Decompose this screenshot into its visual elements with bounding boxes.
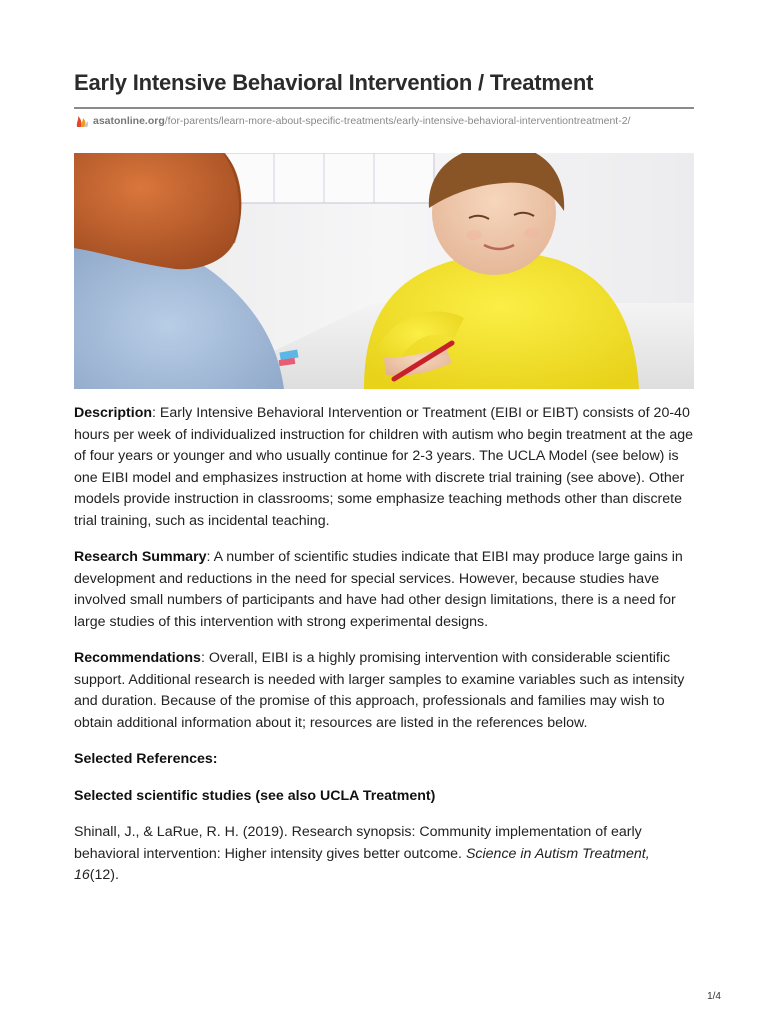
reference-item xyxy=(74,822,694,887)
source-path: /for-parents/learn-more-about-specific-treatments/early-intensive-behavioral-interventiontreatment-2/ xyxy=(164,115,631,127)
page-number: 1/4 xyxy=(707,991,721,1002)
source-link[interactable] xyxy=(93,115,630,127)
description-label: Description xyxy=(74,405,153,421)
description-text: : Early Intensive Behavioral Intervention or Treatment (EIBI or EIBT) consists of 20-40 hours per week of individualized instruction for children with autism who begin treatment at the age of four years or younger and who usually continue for 2-3 years. The UCLA Model (see below) is one EIBI model and emphasizes instruction at home with discrete trial training (see above). Other models provide instruction in classrooms; some emphasize teaching methods other than discrete trial training, such as incidental teaching. xyxy=(74,405,694,529)
asat-flame-logo-icon xyxy=(74,113,90,129)
reference-journal: Science in Autism Treatment, 16 xyxy=(74,845,650,883)
selected-references-heading: Selected References: xyxy=(74,751,218,767)
research-summary-paragraph xyxy=(74,547,694,633)
selected-studies-heading: Selected scientific studies (see also UCLA Treatment) xyxy=(74,787,436,804)
page-title: Early Intensive Behavioral Intervention / Treatment xyxy=(74,70,594,95)
description-paragraph xyxy=(74,403,694,532)
hero-image xyxy=(74,153,694,389)
photo-child-writing-icon xyxy=(74,153,694,389)
source-url[interactable] xyxy=(74,113,694,129)
title-divider xyxy=(74,107,694,109)
reference-text: Shinall, J., & LaRue, R. H. (2019). Research synopsis: Community implementation of early behavioral intervention: Higher intensity gives better outcome. xyxy=(74,824,642,862)
article-body xyxy=(74,403,694,902)
recommendations-label: Recommendations xyxy=(74,650,201,666)
recommendations-paragraph xyxy=(74,648,694,734)
recommendations-text: : Overall, EIBI is a highly promising intervention with considerable scientific support. Additional research is needed with larger samples to examine variables such as intensity and duration. Because of the promise of this approach, professionals and families may wish to obtain additional information about it; resources are listed in the references below. xyxy=(74,650,685,731)
source-domain: asatonline.org xyxy=(93,115,165,127)
reference-issue: (12). xyxy=(89,867,119,883)
research-summary-label: Research Summary xyxy=(74,549,207,565)
research-summary-text: : A number of scientific studies indicate that EIBI may produce large gains in development and reductions in the need for special services. However, because studies have involved small numbers of participants and have had other design limitations, there is a need for large studies of this intervention with strong experimental designs. xyxy=(74,549,683,630)
